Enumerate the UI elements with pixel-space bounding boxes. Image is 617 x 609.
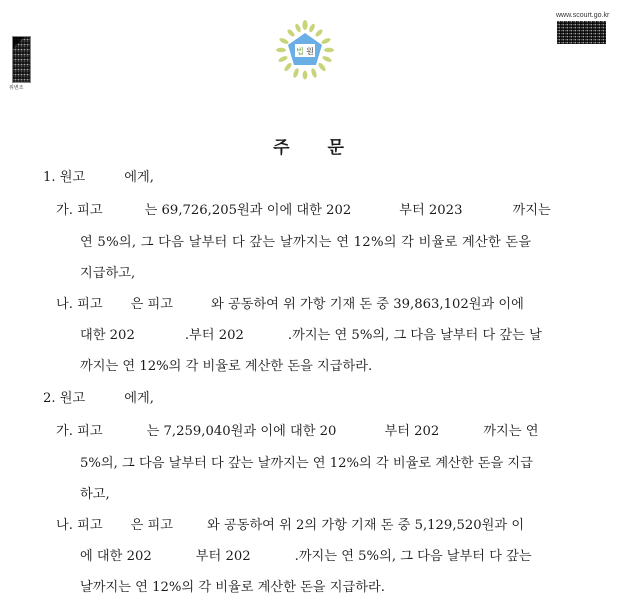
- item-2-na-line-3: 날까지는 연 12%의 각 비율로 계산한 돈을 지급하라.: [80, 580, 385, 595]
- court-emblem-icon: [275, 20, 335, 80]
- item-marker: 가. 피고: [56, 424, 103, 439]
- title-char-1: 주: [273, 138, 290, 158]
- qr-label: 위변조: [9, 85, 24, 91]
- svg-text:법: 법: [296, 47, 304, 56]
- item-1-ga-line-1: 가. 피고 는 69,726,205원과 이에 대한 202 부터 2023 까지는: [56, 203, 551, 218]
- heading-suffix: 에게,: [124, 170, 154, 185]
- item-marker: 나. 피고: [56, 518, 103, 533]
- item-marker: 가. 피고: [56, 203, 103, 218]
- heading-number: 2. 원고: [43, 391, 86, 406]
- item-1-ga-line-2: 연 5%의, 그 다음 날부터 다 갚는 날까지는 연 12%의 각 비율로 계산한 돈을: [80, 235, 532, 250]
- svg-text:원: 원: [306, 47, 314, 56]
- item-2-ga-line-3: 하고,: [80, 487, 110, 502]
- court-barcode: [557, 21, 606, 44]
- item-2-na-line-2: 에 대한 202 부터 202 .까지는 연 5%의, 그 다음 날부터 다 갚는: [80, 549, 532, 564]
- item-2-ga-line-1: 가. 피고 는 7,259,040원과 이에 대한 20 부터 202 까지는 연: [56, 424, 539, 439]
- court-url: www.scourt.go.kr: [556, 12, 610, 19]
- heading-suffix: 에게,: [124, 391, 154, 406]
- heading-number: 1. 원고: [43, 170, 86, 185]
- item-1-ga-line-3: 지급하고,: [80, 266, 136, 281]
- item-1-na-line-2: 대한 202 .부터 202 .까지는 연 5%의, 그 다음 날부터 다 갚는 날: [80, 328, 542, 343]
- section-1-heading: [43, 170, 154, 186]
- item-2-na-line-1: 나. 피고 은 피고 와 공동하여 위 2의 가항 기재 돈 중 5,129,520원과 이: [56, 518, 525, 533]
- verification-qr-code: [12, 36, 31, 83]
- item-1-na-line-3: 까지는 연 12%의 각 비율로 계산한 돈을 지급하라.: [80, 359, 373, 374]
- item-marker: 나. 피고: [56, 297, 103, 312]
- title-char-2: 문: [327, 138, 344, 158]
- document-title: [0, 133, 617, 158]
- item-2-ga-line-2: 5%의, 그 다음 날부터 다 갚는 날까지는 연 12%의 각 비율로 계산한 돈을 지급: [80, 456, 533, 471]
- section-2-heading: [43, 391, 154, 407]
- item-1-na-line-1: 나. 피고 은 피고 와 공동하여 위 가항 기재 돈 중 39,863,102원과 이에: [56, 297, 524, 312]
